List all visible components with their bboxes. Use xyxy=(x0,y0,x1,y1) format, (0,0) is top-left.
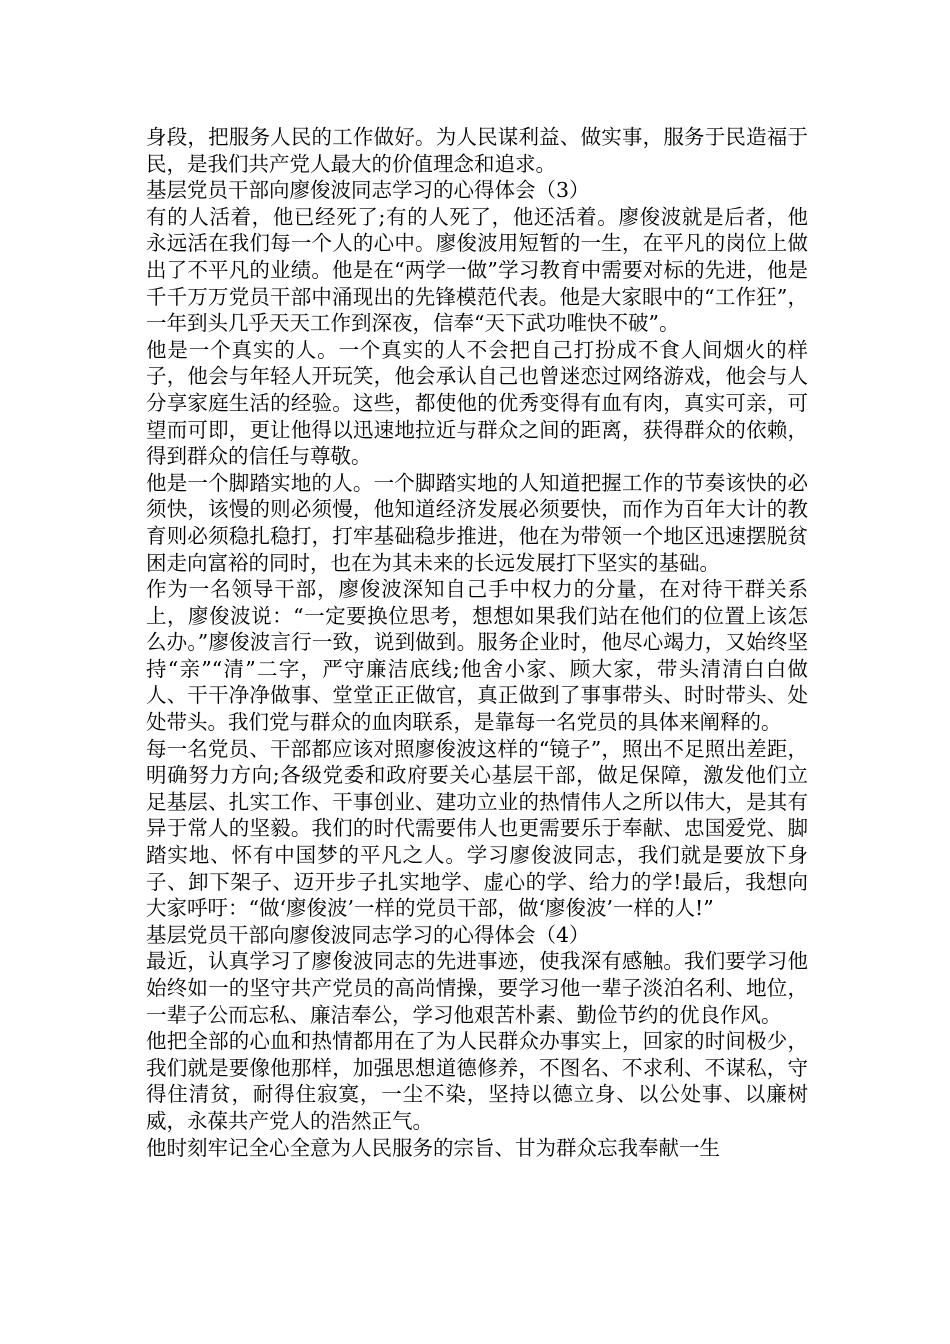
paragraph: 每一名党员、干部都应该对照廖俊波这样的“镜子”，照出不足照出差距，明确努力方向;各级党委和政府要关心基层干部，做足保障，激发他们立足基层、扎实工作、干事创业、建功立业的热情伟人之所以伟大，是其有异于常人的坚毅。我们的时代需要伟人也更需要乐于奉献、忠国爱党、脚踏实地、怀有中国梦的平凡之人。学习廖俊波同志，我们就是要放下身子、卸下架子、迈开步子扎实地学、虚心的学、给力的学!最后，我想向大家呼吁：“做‘廖俊波’一样的党员干部，做‘廖俊波’一样的人!” xyxy=(146,736,808,921)
document-body xyxy=(146,124,808,1161)
paragraph: 有的人活着，他已经死了;有的人死了，他还活着。廖俊波就是后者，他永远活在我们每一个人的心中。廖俊波用短暂的一生，在平凡的岗位上做出了不平凡的业绩。他是在“两学一做”学习教育中需要对标的先进，他是千千万万党员干部中涌现出的先锋模范代表。他是大家眼中的“工作狂”，一年到头几乎天天工作到深夜，信奉“天下武功唯快不破”。 xyxy=(146,204,808,336)
paragraph: 身段，把服务人民的工作做好。为人民谋利益、做实事，服务于民造福于民，是我们共产党人最大的价值理念和追求。 xyxy=(146,125,808,176)
paragraph: 他是一个真实的人。一个真实的人不会把自己打扮成不食人间烟火的样子，他会与年轻人开玩笑，他会承认自己也曾迷恋过网络游戏，他会与人分享家庭生活的经验。这些，都使他的优秀变得有血有肉，真实可亲，可望而可即，更让他得以迅速地拉近与群众之间的距离，获得群众的依赖，得到群众的信任与尊敬。 xyxy=(146,337,808,469)
section-heading: 基层党员干部向廖俊波同志学习的心得体会（3） xyxy=(146,178,590,203)
paragraph: 作为一名领导干部，廖俊波深知自己手中权力的分量，在对待干群关系上，廖俊波说：“一定要换位思考，想想如果我们站在他们的位置上该怎么办。”廖俊波言行一致，说到做到。服务企业时，他尽心竭力，又始终坚持“亲”“清”二字，严守廉洁底线;他舍小家、顾大家，带头清清白白做人、干干净净做事、堂堂正正做官，真正做到了事事带头、时时带头、处处带头。我们党与群众的血肉联系，是靠每一名党员的具体来阐释的。 xyxy=(146,577,808,735)
paragraph: 他是一个脚踏实地的人。一个脚踏实地的人知道把握工作的节奏该快的必须快，该慢的则必须慢，他知道经济发展必须要快，而作为百年大计的教育则必须稳扎稳打，打牢基础稳步推进，他在为带领一个地区迅速摆脱贫困走向富裕的同时，也在为其未来的长远发展打下坚实的基础。 xyxy=(146,470,808,575)
paragraph: 他时刻牢记全心全意为人民服务的宗旨、甘为群众忘我奉献一生 xyxy=(146,1135,720,1160)
section-heading: 基层党员干部向廖俊波同志学习的心得体会（4） xyxy=(146,922,590,947)
paragraph: 最近，认真学习了廖俊波同志的先进事迹，使我深有感触。我们要学习他始终如一的坚守共产党员的高尚情操，要学习他一辈子淡泊名利、地位，一辈子公而忘私、廉洁奉公，学习他艰苦朴素、勤俭节约的优良作风。 xyxy=(146,949,808,1027)
paragraph: 他把全部的心血和热情都用在了为人民群众办事实上，回家的时间极少，我们就是要像他那样，加强思想道德修养，不图名、不求利、不谋私，守得住清贫，耐得住寂寞，一尘不染，坚持以德立身、以公处事、以廉树威，永葆共产党人的浩然正气。 xyxy=(146,1029,808,1133)
